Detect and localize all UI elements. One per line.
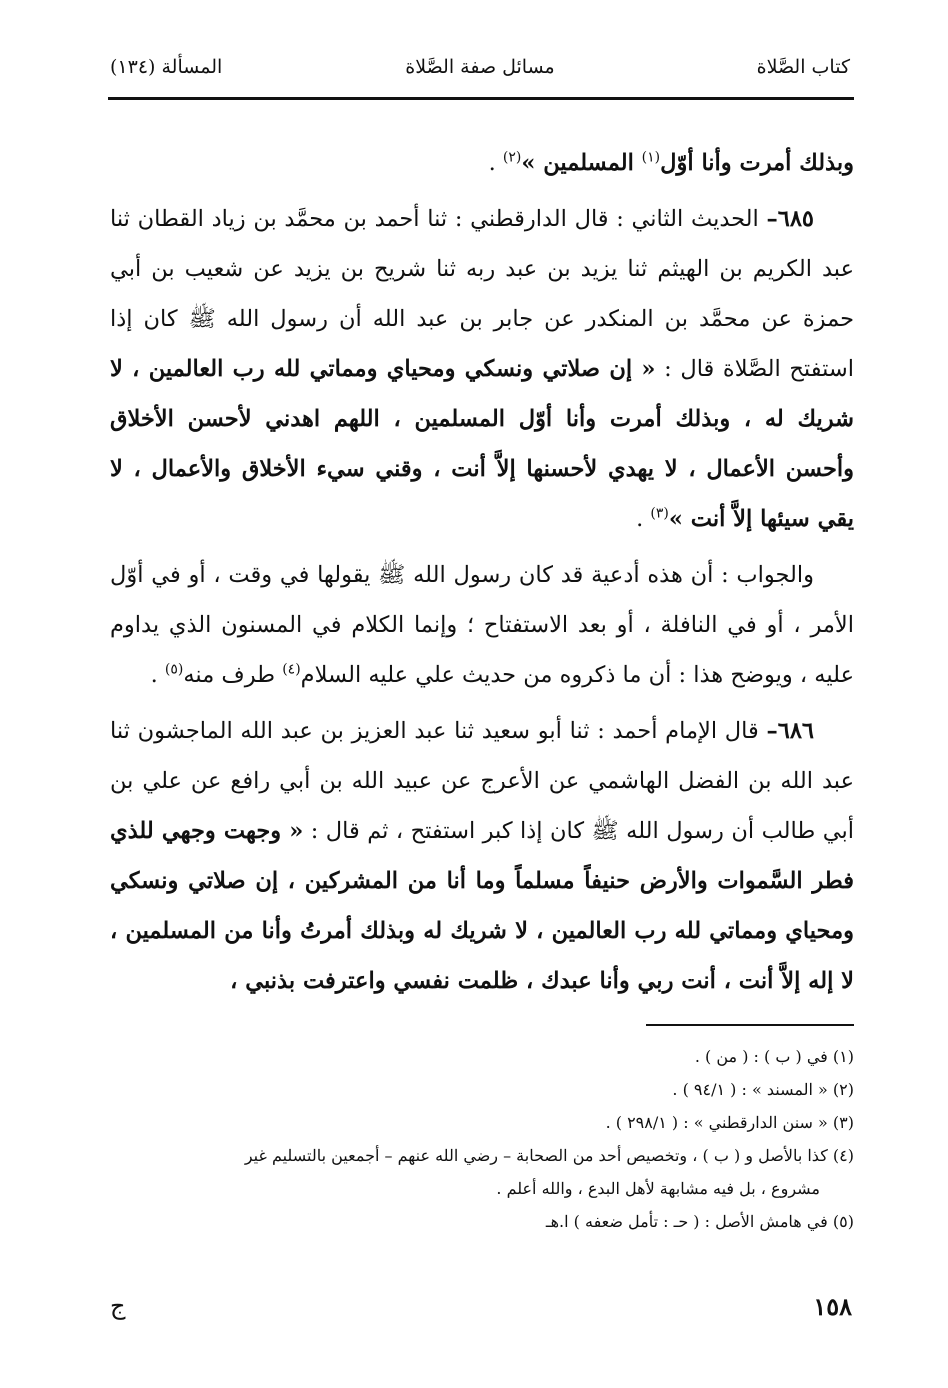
paragraph-1 <box>110 138 854 188</box>
p2-end: . <box>636 506 651 532</box>
main-text <box>110 138 854 1012</box>
footnote-1 <box>110 1040 854 1073</box>
hadith-number-685: ٦٨٥– <box>766 206 814 232</box>
page-number: ١٥٨ <box>813 1292 852 1321</box>
p2-quote: « إن صلاتي ونسكي ومحياي ومماتي لله رب العالمين ، لا شريك له ، وبذلك أمرت وأنا أوّل المسلمين ، اللهم اهدني لأحسن الأخلاق وأحسن الأعمال ، لا يهدي لأحسنها إلاَّ أنت ، وقني سيء الأخلاق والأعمال ، لا يقي سيئها إلاَّ أنت » <box>110 356 854 532</box>
footnote-text: في ( ب ) : ( من ) . <box>694 1047 828 1066</box>
footnote-3 <box>110 1106 854 1139</box>
p1-footnote-ref-2: (٢) <box>502 149 522 166</box>
signature-mark: ج <box>110 1292 126 1320</box>
header-divider <box>108 97 854 100</box>
running-header <box>110 52 850 92</box>
footnote-text: في هامش الأصل : ( حـ : تأمل ضعفه ) ا.هـ <box>545 1212 828 1231</box>
p1-quote-a: وبذلك أمرت وأنا أوّل <box>660 150 854 176</box>
paragraph-686 <box>110 706 854 1006</box>
p1-quote-b: المسلمين » <box>521 150 642 176</box>
footnote-2 <box>110 1073 854 1106</box>
p3-footnote-ref-5: (٥) <box>164 661 184 678</box>
p3-end: . <box>150 662 165 688</box>
paragraph-answer <box>110 550 854 700</box>
p4-text: قال الإمام أحمد : ثنا أبو سعيد ثنا عبد العزيز بن عبد الله الماجشون ثنا عبد الله بن الفضل الهاشمي عن الأعرج عن عبيد الله بن أبي رافع عن علي بن أبي طالب أن رسول الله ﷺ كان إذا كبر استفتح ، ثم قال : <box>110 718 854 844</box>
footnote-number: (٥) <box>832 1212 854 1231</box>
footnote-text: كذا بالأصل و ( ب ) ، وتخصيص أحد من الصحابة – رضي الله عنهم – أجمعين بالتسليم غير <box>244 1146 828 1165</box>
footnote-text: « المسند » : ( ٩٤/١ ) . <box>672 1080 828 1099</box>
header-issue-number: المسألة (١٣٤) <box>110 56 223 78</box>
footnote-4 <box>110 1139 854 1172</box>
footnote-number: (٣) <box>832 1113 854 1132</box>
p1-end: . <box>488 150 503 176</box>
footnote-number: (٢) <box>832 1080 854 1099</box>
footnote-number: (٤) <box>832 1146 854 1165</box>
p3-text-b: طرف منه <box>183 662 283 688</box>
p1-footnote-ref-1: (١) <box>641 149 661 166</box>
footnote-number: (١) <box>832 1047 854 1066</box>
header-book-title: كتاب الصَّلاة <box>756 56 850 78</box>
footnotes <box>110 1040 854 1238</box>
footnote-4-continuation: مشروع ، بل فيه مشابهة لأهل البدع ، والله أعلم . <box>496 1179 820 1198</box>
footnote-divider <box>646 1024 854 1026</box>
footnote-text: « سنن الدارقطني » : ( ٢٩٨/١ ) . <box>605 1113 828 1132</box>
footnote-5 <box>110 1205 854 1238</box>
paragraph-685 <box>110 194 854 544</box>
p3-text: والجواب : أن هذه أدعية قد كان رسول الله ﷺ يقولها في وقت ، أو في أوّل الأمر ، أو في النافلة ، أو بعد الاستفتاح ؛ وإنما الكلام في المسنون الذي يداوم عليه ، ويوضح هذا : أن ما ذكروه من حديث علي عليه السلام <box>110 562 854 688</box>
p3-footnote-ref-4: (٤) <box>282 661 301 678</box>
p2-footnote-ref-3: (٣) <box>650 505 669 522</box>
p2-text: الحديث الثاني : قال الدارقطني : ثنا أحمد بن محمَّد بن زياد القطان ثنا عبد الكريم بن الهيثم ثنا يزيد بن عبد ربه ثنا شريح بن يزيد عن شعيب بن أبي حمزة عن محمَّد بن المنكدر عن جابر بن عبد الله أن رسول الله ﷺ كان إذا استفتح الصَّلاة قال : <box>110 206 854 382</box>
header-chapter-title: مسائل صفة الصَّلاة <box>405 56 555 78</box>
p4-quote: « وجهت وجهي للذي فطر السَّموات والأرض حنيفاً مسلماً وما أنا من المشركين ، إن صلاتي ونسكي ومحياي ومماتي لله رب العالمين ، لا شريك له وبذلك أمرتُ وأنا من المسلمين ، لا إله إلاَّ أنت ، أنت ربي وأنا عبدك ، ظلمت نفسي واعترفت بذنبي ، <box>110 818 854 994</box>
hadith-number-686: ٦٨٦– <box>766 718 814 744</box>
